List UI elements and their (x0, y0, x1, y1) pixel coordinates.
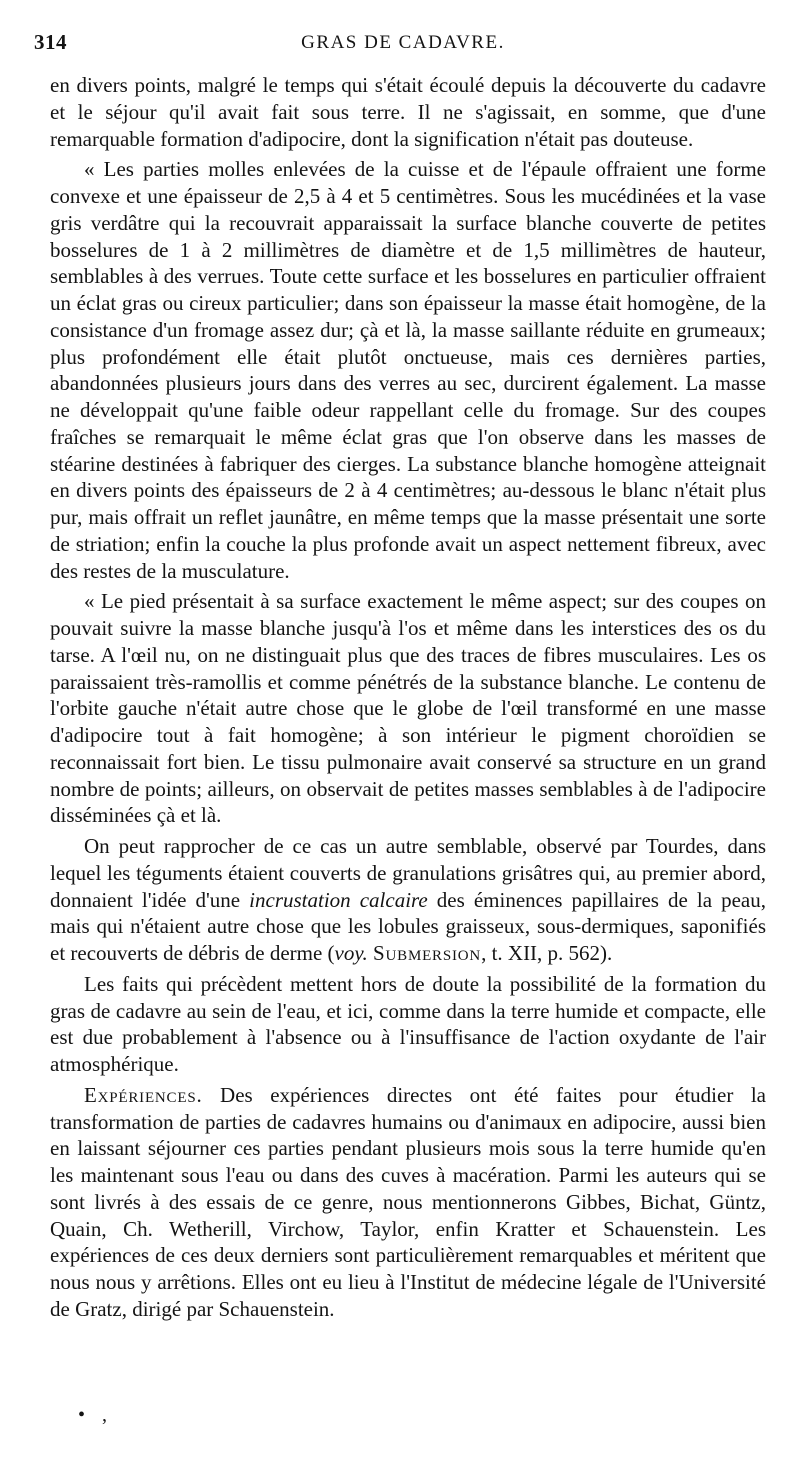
paragraph-experiences (50, 1082, 766, 1323)
paragraph-conclusion: Les faits qui précèdent mettent hors de doute la possibilité de la formation du gras de cadavre au sein de l'eau, et ici, comme dans la terre humide et compacte, elle est due probablement à l'absence ou à l'insuffisance de l'action oxydante de l'air atmosphérique. (50, 971, 766, 1076)
body-text (50, 72, 766, 1327)
footer-marks: • , (78, 1404, 114, 1426)
emphasis-voy: voy. (334, 941, 368, 965)
page-header (34, 30, 772, 60)
paragraph-quote-foot: « Le pied présentait à sa surface exactement le même aspect; sur des coupes on pouvait suivre la masse blanche jusqu'à l'os et même dans les interstices des os du tarse. A l'œil nu, on ne distinguait plus que des traces de fibres musculaires. Les os paraissaient très-ramollis et comme pénétrés de la substance blanche. Le contenu de l'orbite gauche n'était autre chose que le globe de l'œil transformé en une masse d'adipocire tout à fait homogène; à son intérieur le pigment choroïdien se reconnaissait fort bien. Le tissu pulmonaire avait conservé sa structure en un grand nombre de points; ailleurs, on observait de petites masses semblables à de l'adipocire disséminées çà et là. (50, 589, 766, 828)
emphasis-incrustation: incrustation calcaire (249, 887, 428, 912)
page-number: 314 (34, 30, 67, 54)
tourdes-text-middle: des éminences papillaires de la peau, mais qui n'étaient autre chose que les lobules graisseux, sous-dermiques, saponifiés et recouverts de débris de derme ( (50, 887, 767, 965)
cross-reference-submersion: Submersion (373, 941, 482, 965)
paragraph-tourdes-case (50, 833, 766, 967)
tourdes-text-end: , t. XII, p. 562). (481, 941, 613, 965)
experiences-text: Des expériences directes ont été faites pour étudier la transformation de parties de cadavres humains ou d'animaux en adipocire, aussi bien en laissant séjourner ces parties pendant plusieurs mois sous la terre humide qu'en les maintenant sous l'eau ou dans des cuves à macération. Parmi les auteurs qui se sont livrés à des essais de ce genre, nous mentionnerons Gibbes, Bichat, Güntz, Quain, Ch. Wetherill, Virchow, Taylor, enfin Kratter et Schauenstein. Les expériences de ces deux derniers sont particulièrement remarquables et méritent que nous nous y arrêtions. Elles ont eu lieu à l'Institut de médecine légale de l'Université de Gratz, dirigé par Schauenstein. (50, 1082, 766, 1321)
section-heading-experiences: Expériences. (84, 1082, 203, 1107)
paragraph-continuation: en divers points, malgré le temps qui s'était écoulé depuis la découverte du cadavre et le séjour qu'il avait fait sous terre. Il ne s'agissait, en somme, que d'une remarquable formation d'adipocire, dont la signification n'était pas douteuse. (50, 73, 766, 151)
tourdes-text-start: On peut rapprocher de ce cas un autre semblable, observé par Tourdes, dans lequel les téguments étaient couverts de granulations grisâtres qui, au premier abord, donnaient l'idée d'une (50, 834, 766, 912)
paragraph-quote-tissue: « Les parties molles enlevées de la cuisse et de l'épaule offraient une forme convexe et une épaisseur de 2,5 à 4 et 5 centimètres. Sous les mucédinées et la vase gris verdâtre qui la recouvrait apparaissait la surface blanche couverte de petites bosselures de 1 à 2 millimètres de diamètre et de 1,5 millimètres de hauteur, semblables à des verrues. Toute cette surface et les bosselures en particulier offraient un éclat gras ou cireux particulier; dans son épaisseur la masse était homogène, de la consistance d'un fromage assez dur; çà et là, la masse saillante réduite en grumeaux; plus profondément elle était plutôt onctueuse, mais ces dernières parties, abandonnées plusieurs jours dans des verres au sec, durcirent également. La masse ne développait qu'une faible odeur rappellant celle du fromage. Sur des coupes fraîches se remarquait le même éclat gras que l'on observe dans les masses de stéarine destinées à fabriquer des cierges. La substance blanche homogène atteignait en divers points des épaisseurs de 2 à 4 centimètres; au-dessous le blanc n'était plus pur, mais offrait un reflet jaunâtre, en même temps que la masse présentait une sorte de striation; enfin la couche la plus profonde avait un aspect nettement fibreux, avec des restes de la musculature. (50, 157, 766, 583)
running-title: GRAS DE CADAVRE. (301, 32, 505, 53)
